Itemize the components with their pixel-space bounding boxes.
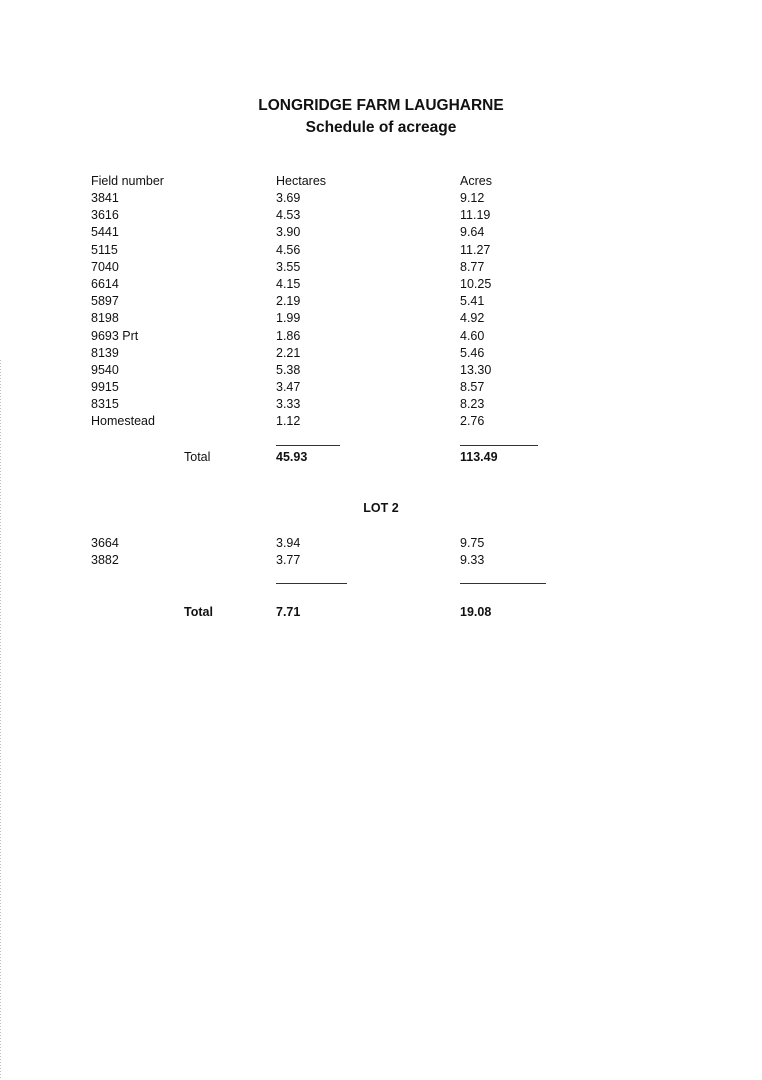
hectares-cell: 4.53: [276, 208, 301, 223]
hectares-cell: 3.47: [276, 380, 301, 395]
field-number-cell: 5115: [91, 242, 118, 257]
field-number-cell: 6614: [91, 276, 119, 291]
table-row: [0, 362, 762, 379]
hectares-cell: 2.19: [276, 294, 301, 309]
hectares-cell: 4.56: [276, 242, 301, 257]
table-row: [0, 310, 762, 327]
field-number-cell: 5441: [91, 225, 119, 240]
lot-2-heading: LOT 2: [363, 501, 399, 515]
hectares-cell: 3.69: [276, 191, 301, 205]
lot2-acres-total: 19.08: [460, 605, 492, 619]
table-row: [0, 242, 762, 259]
field-number-cell: 9915: [91, 380, 119, 395]
lot2-acres-cell: 9.33: [460, 553, 485, 567]
acres-total-rule: [460, 445, 538, 446]
table-row: [0, 413, 762, 430]
acres-cell: 8.77: [460, 259, 485, 274]
hectares-cell: 1.12: [276, 414, 301, 429]
table-row: [0, 379, 762, 396]
lot2-hectares-cell: 3.94: [276, 536, 301, 550]
lot2-acres-total-rule: [460, 583, 546, 584]
hectares-cell: 4.15: [276, 276, 301, 291]
table-row: [0, 224, 762, 241]
acres-cell: 4.92: [460, 311, 485, 326]
document-title: LONGRIDGE FARM LAUGHARNE: [258, 97, 504, 114]
header-acres: Acres: [460, 174, 492, 188]
header-hectares: Hectares: [276, 174, 327, 188]
field-number-cell: Homestead: [91, 414, 155, 429]
acres-cell: 9.12: [460, 191, 485, 205]
hectares-cell: 3.90: [276, 225, 301, 240]
table-row: [0, 345, 762, 362]
lot2-field-number-cell: 3664: [91, 536, 119, 550]
total-label: Total: [184, 450, 211, 464]
scan-edge-artifact: [0, 360, 1, 1080]
table-row: [0, 276, 762, 293]
acres-cell: 4.60: [460, 328, 485, 343]
acres-cell: 8.23: [460, 397, 485, 412]
acres-cell: 2.76: [460, 414, 485, 429]
hectares-cell: 3.55: [276, 259, 301, 274]
hectares-cell: 2.21: [276, 345, 301, 360]
acres-cell: 8.57: [460, 380, 485, 395]
lot2-hectares-total: 7.71: [276, 605, 301, 619]
document-subtitle: Schedule of acreage: [305, 119, 457, 136]
field-number-cell: 7040: [91, 259, 119, 274]
acres-cell: 13.30: [460, 362, 492, 377]
acres-cell: 11.27: [460, 242, 491, 257]
lot2-hectares-total-rule: [276, 583, 347, 584]
lot2-acres-cell: 9.75: [460, 536, 485, 550]
field-number-cell: 8315: [91, 397, 119, 412]
hectares-cell: 1.86: [276, 328, 301, 343]
field-number-cell: 5897: [91, 294, 119, 309]
field-number-cell: 8198: [91, 311, 119, 326]
table-row: [0, 328, 762, 345]
acres-cell: 10.25: [460, 276, 492, 291]
table-row: [0, 396, 762, 413]
field-number-cell: 8139: [91, 345, 119, 360]
acreage-table-body: [0, 190, 762, 431]
hectares-total-rule: [276, 445, 340, 446]
table-row: [0, 190, 762, 207]
lot2-total-label: Total: [184, 605, 213, 619]
header-field-number: Field number: [91, 174, 164, 188]
hectares-cell: 1.99: [276, 311, 301, 326]
acres-total: 113.49: [460, 450, 498, 464]
hectares-cell: 5.38: [276, 362, 301, 377]
field-number-cell: 3616: [91, 208, 119, 223]
acres-cell: 9.64: [460, 225, 485, 240]
table-row: [0, 293, 762, 310]
acres-cell: 11.19: [460, 208, 491, 223]
table-row: [0, 207, 762, 224]
field-number-cell: 9540: [91, 362, 119, 377]
lot2-hectares-cell: 3.77: [276, 553, 301, 567]
acres-cell: 5.46: [460, 345, 485, 360]
acres-cell: 5.41: [460, 294, 485, 309]
table-row: [0, 259, 762, 276]
hectares-cell: 3.33: [276, 397, 301, 412]
hectares-total: 45.93: [276, 450, 308, 464]
field-number-cell: 3841: [91, 191, 119, 205]
lot2-field-number-cell: 3882: [91, 553, 119, 567]
field-number-cell: 9693 Prt: [91, 328, 139, 343]
